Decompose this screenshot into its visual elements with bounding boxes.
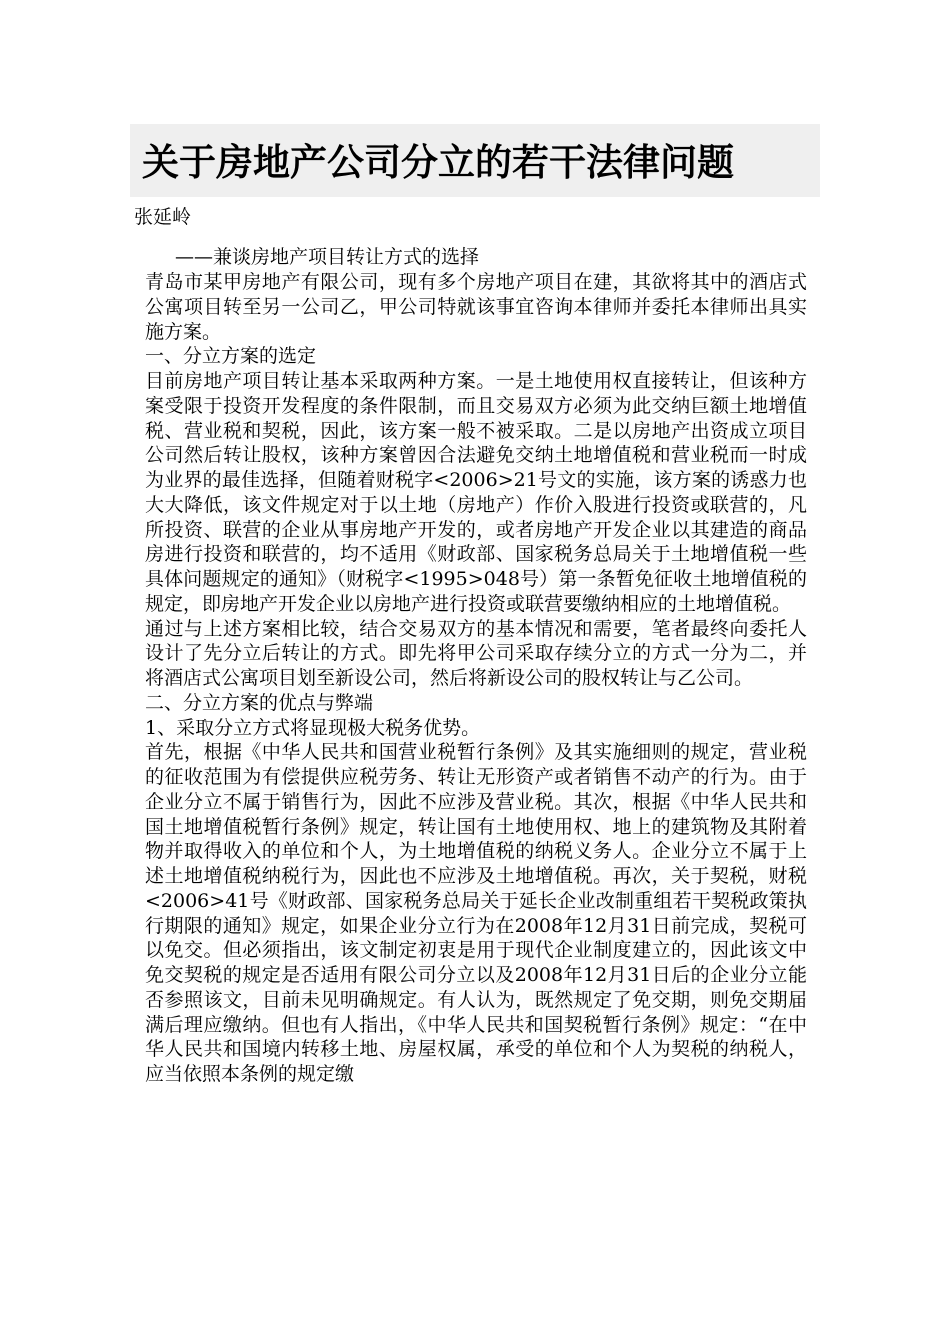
section-heading-1: 一、分立方案的选定 — [145, 345, 317, 368]
document-body — [145, 270, 807, 1087]
subsection-heading: 1、采取分立方式将显现极大税务优势。 — [145, 716, 481, 739]
body-paragraph: 通过与上述方案相比较，结合交易双方的基本情况和需要，笔者最终向委托人设计了先分立后转让的方式。即先将甲公司采取存续分立的方式一分为二，并将酒店式公寓项目划至新设公司，然后将新设公司的股权转让与乙公司。 — [145, 617, 807, 689]
document-subtitle: ——兼谈房地产项目转让方式的选择 — [175, 246, 480, 268]
intro-paragraph: 青岛市某甲房地产有限公司，现有多个房地产项目在建，其欲将其中的酒店式公寓项目转至另一公司乙，甲公司特就该事宜咨询本律师并委托本律师出具实施方案。 — [145, 271, 807, 343]
body-paragraph: 目前房地产项目转让基本采取两种方案。一是土地使用权直接转让，但该种方案受限于投资开发程度的条件限制，而且交易双方必须为此交纳巨额土地增值税、营业税和契税，因此，该方案一般不被采取。二是以房地产出资成立项目公司然后转让股权，该种方案曾因合法避免交纳土地增值税和营业税而一时成为业界的最佳选择，但随着财税字<2006>21号文的实施，该方案的诱惑力也大大降低，该文件规定对于以土地（房地产）作价入股进行投资或联营的，凡所投资、联营的企业从事房地产开发的，或者房地产开发企业以其建造的商品房进行投资和联营的，均不适用《财政部、国家税务总局关于土地增值税一些具体问题规定的通知》（财税字<1995>048号）第一条暂免征收土地增值税的规定，即房地产开发企业以房地产进行投资或联营要缴纳相应的土地增值税。 — [145, 370, 807, 615]
title-banner — [130, 124, 820, 197]
body-paragraph: 首先，根据《中华人民共和国营业税暂行条例》及其实施细则的规定，营业税的征收范围为有偿提供应税劳务、转让无形资产或者销售不动产的行为。由于企业分立不属于销售行为，因此不应涉及营业税。其次，根据《中华人民共和国土地增值税暂行条例》规定，转让国有土地使用权、地上的建筑物及其附着物并取得收入的单位和个人，为土地增值税的纳税义务人。企业分立不属于上述土地增值税纳税行为，因此也不应涉及土地增值税。再次，关于契税，财税<2006>41号《财政部、国家税务总局关于延长企业改制重组若干契税政策执行期限的通知》规定，如果企业分立行为在2008年12月31日前完成，契税可以免交。但必须指出，该文制定初衷是用于现代企业制度建立的，因此该文中免交契税的规定是否适用有限公司分立以及2008年12月31日后的企业分立能否参照该文，目前未见明确规定。有人认为，既然规定了免交期，则免交期届满后理应缴纳。但也有人指出，《中华人民共和国契税暂行条例》规定：“在中华人民共和国境内转移土地、房屋权属，承受的单位和个人为契税的纳税人，应当依照本条例的规定缴 — [145, 741, 807, 1085]
author-name: 张延岭 — [134, 206, 192, 228]
document-title: 关于房地产公司分立的若干法律问题 — [142, 140, 734, 184]
section-heading-2: 二、分立方案的优点与弊端 — [145, 691, 374, 714]
